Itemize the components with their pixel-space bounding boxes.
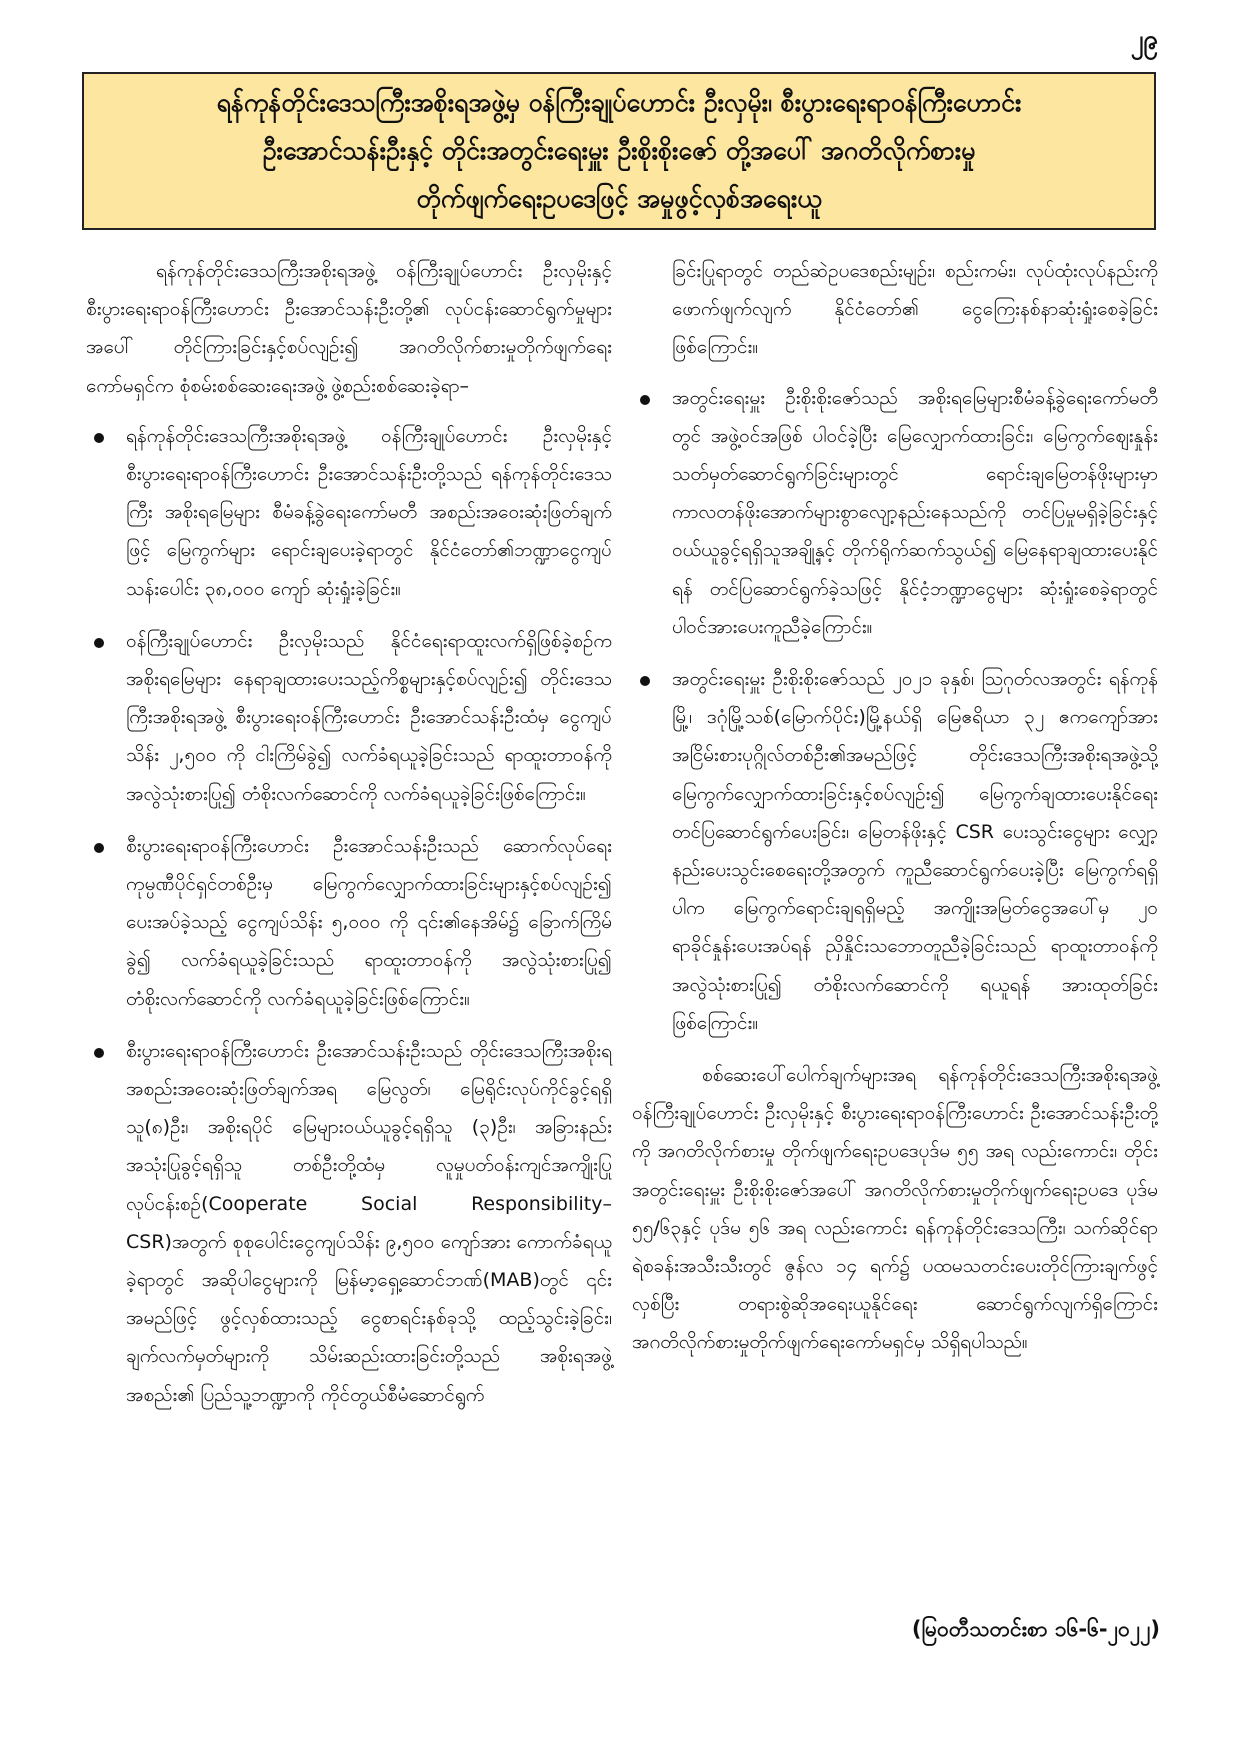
headline-line-1: ရန်ကုန်တိုင်းဒေသကြီးအစိုးရအဖွဲ့မှ ဝန်ကြီးချုပ်ဟောင်း ဦးလှမိုး၊ စီးပွားရေးရာဝန်ကြီးဟောင်း	[216, 88, 1022, 117]
bullet-icon	[94, 638, 104, 648]
bullet-text: ဝန်ကြီးချုပ်ဟောင်း ဦးလှမိုးသည် နိုင်ငံရေးရာထူးလက်ရှိဖြစ်ခဲ့စဉ်က အစိုးရမြေများ နေရာချထားပေးသည့်ကိစ္စများနှင့်စပ်လျဉ်း၍ တိုင်းဒေသကြီးအစိုးရအဖွဲ့ စီးပွားရေးဝန်ကြီးဟောင်း ဦးအောင်သန်းဦးထံမှ ငွေကျပ်သိန်း ၂,၅၀၀ ကို ငါးကြိမ်ခွဲ၍ လက်ခံရယူခဲ့ခြင်းသည် ရာထူးတာဝန်ကို အလွဲသုံးစားပြု၍ တံစိုးလက်ဆောင်ကို လက်ခံရယူခဲ့ခြင်းဖြစ်ကြောင်း။	[126, 629, 612, 805]
source-citation: (မြဝတီသတင်းစာ ၁၆-၆-၂၀၂၂)	[911, 1617, 1160, 1641]
headline-line-3: တိုက်ဖျက်ရေးဥပဒေဖြင့် အမှုဖွင့်လှစ်အရေးယူ	[416, 184, 822, 213]
bullet-item	[632, 379, 1158, 646]
bullet-item	[86, 827, 612, 1018]
continuation-paragraph: ခြင်းပြုရာတွင် တည်ဆဲဥပဒေစည်းမျဉ်း၊ စည်းကမ်း၊ လုပ်ထုံးလုပ်နည်းကိုဖောက်ဖျက်လျက် နိုင်ငံတော်၏ ငွေကြေးနစ်နာဆုံးရှုံးစေခဲ့ခြင်းဖြစ်ကြောင်း။	[672, 260, 1158, 359]
intro-paragraph: ရန်ကုန်တိုင်းဒေသကြီးအစိုးရအဖွဲ့ ဝန်ကြီးချုပ်ဟောင်း ဦးလှမိုးနှင့် စီးပွားရေးရာဝန်ကြီးဟောင်း ဦးအောင်သန်းဦးတို့၏ လုပ်ငန်းဆောင်ရွက်မှုများအပေါ် တိုင်ကြားခြင်းနှင့်စပ်လျဉ်း၍ အဂတိလိုက်စားမှုတိုက်ဖျက်ရေးကော်မရှင်က စုံစမ်းစစ်ဆေးရေးအဖွဲ့ ဖွဲ့စည်းစစ်ဆေးခဲ့ရာ–	[86, 260, 612, 397]
conclusion-paragraph: စစ်ဆေးပေါ်ပေါက်ချက်များအရ ရန်ကုန်တိုင်းဒေသကြီးအစိုးရအဖွဲ့ ဝန်ကြီးချုပ်ဟောင်း ဦးလှမိုးနှင့် စီးပွားရေးရာဝန်ကြီးဟောင်း ဦးအောင်သန်းဦးတို့ကို အဂတိလိုက်စားမှု တိုက်ဖျက်ရေးဥပဒေပုဒ်မ ၅၅ အရ လည်းကောင်း၊ တိုင်းအတွင်းရေးမှူး ဦးစိုးစိုးဇော်အပေါ် အဂတိလိုက်စားမှုတိုက်ဖျက်ရေးဥပဒေ ပုဒ်မ ၅၅/၆၃နှင့် ပုဒ်မ ၅၆ အရ လည်းကောင်း ရန်ကုန်တိုင်းဒေသကြီး၊ သက်ဆိုင်ရာ ရဲစခန်းအသီးသီးတွင် ဇွန်လ ၁၄ ရက်၌ ပထမသတင်းပေးတိုင်ကြားချက်ဖွင့်လှစ်ပြီး တရားစွဲဆိုအရေးယူနိုင်ရေး ဆောင်ရွက်လျက်ရှိကြောင်း အဂတိလိုက်စားမှုတိုက်ဖျက်ရေးကော်မရှင်မှ သိရှိရပါသည်။	[632, 1064, 1158, 1354]
bullet-text: ရန်ကုန်တိုင်းဒေသကြီးအစိုးရအဖွဲ့ ဝန်ကြီးချုပ်ဟောင်း ဦးလှမိုးနှင့် စီးပွားရေးရာဝန်ကြီးဟောင်း ဦးအောင်သန်းဦးတို့သည် ရန်ကုန်တိုင်းဒေသကြီး အစိုးရမြေများ စီမံခန့်ခွဲရေးကော်မတီ အစည်းအဝေးဆုံးဖြတ်ချက်ဖြင့် မြေကွက်များ ရောင်းချပေးခဲ့ရာတွင် နိုင်ငံတော်၏ဘဏ္ဍာငွေကျပ်သန်းပေါင်း ၃၈,၀၀၀ ကျော် ဆုံးရှုံးခဲ့ခြင်း။	[126, 424, 612, 600]
bullet-item	[86, 417, 612, 608]
bullet-text: အတွင်းရေးမှူး ဦးစိုးစိုးဇော်သည် ၂၀၂၁ ခုနှစ်၊ ဩဂုတ်လအတွင်း ရန်ကုန်မြို့၊ ဒဂုံမြို့သစ်(မြောက်ပိုင်း)မြို့နယ်ရှိ မြေဧရိယာ ၃၂ ဧကကျော်အား အငြိမ်းစားပုဂ္ဂိုလ်တစ်ဦး၏အမည်ဖြင့် တိုင်းဒေသကြီးအစိုးရအဖွဲ့သို့ မြေကွက်လျှောက်ထားခြင်းနှင့်စပ်လျဉ်း၍ မြေကွက်ချထားပေးနိုင်ရေး တင်ပြဆောင်ရွက်ပေးခြင်း၊ မြေတန်ဖိုးနှင့် CSR ပေးသွင်းငွေများ လျှော့နည်းပေးသွင်းစေရေးတို့အတွက် ကူညီဆောင်ရွက်ပေးခဲ့ပြီး မြေကွက်ရရှိပါက မြေကွက်ရောင်းချရရှိမည့် အကျိုးအမြတ်ငွေအပေါ်မှ ၂၀ ရာခိုင်နှုန်းပေးအပ်ရန် ညှိနှိုင်းသဘောတူညီခဲ့ခြင်းသည် ရာထူးတာဝန်ကို အလွဲသုံးစားပြု၍ တံစိုးလက်ဆောင်ကို ရယူရန် အားထုတ်ခြင်းဖြစ်ကြောင်း။	[672, 668, 1158, 1034]
bullet-item	[86, 622, 612, 813]
bullet-icon	[94, 433, 104, 443]
right-column	[632, 252, 1158, 1374]
bullet-text: စီးပွားရေးရာဝန်ကြီးဟောင်း ဦးအောင်သန်းဦးသည် ဆောက်လုပ်ရေးကုမ္ပဏီပိုင်ရှင်တစ်ဦးမှ မြေကွက်လျှောက်ထားခြင်းများနှင့်စပ်လျဉ်း၍ ပေးအပ်ခဲ့သည့် ငွေကျပ်သိန်း ၅,၀၀၀ ကို ၎င်း၏နေအိမ်၌ ခြောက်ကြိမ်ခွဲ၍ လက်ခံရယူခဲ့ခြင်းသည် ရာထူးတာဝန်ကို အလွဲသုံးစားပြု၍ တံစိုးလက်ဆောင်ကို လက်ခံရယူခဲ့ခြင်းဖြစ်ကြောင်း။	[126, 834, 612, 1010]
bullet-icon	[640, 676, 650, 686]
left-column	[86, 252, 612, 1428]
bullet-icon	[94, 843, 104, 853]
bullet-text: စီးပွားရေးရာဝန်ကြီးဟောင်း ဦးအောင်သန်းဦးသည် တိုင်းဒေသကြီးအစိုးရအစည်းအဝေးဆုံးဖြတ်ချက်အရ မြေလွတ်၊ မြေရိုင်းလုပ်ကိုင်ခွင့်ရရှိသူ(၈)ဦး၊ အစိုးရပိုင် မြေများဝယ်ယူခွင့်ရရှိသူ (၃)ဦး၊ အခြားနည်းအသုံးပြုခွင့်ရရှိသူ တစ်ဦးတို့ထံမှ လူမှုပတ်ဝန်းကျင်အကျိုးပြုလုပ်ငန်းစဉ်(Cooperate Social Responsibility–CSR)အတွက် စုစုပေါင်းငွေကျပ်သိန်း ၉,၅၀၀ ကျော်အား ကောက်ခံရယူခဲ့ရာတွင် အဆိုပါငွေများကို မြန်မာ့ရှေ့ဆောင်ဘဏ်(MAB)တွင် ၎င်းအမည်ဖြင့် ဖွင့်လှစ်ထားသည့် ငွေစာရင်းနစ်ခုသို့ ထည့်သွင်းခဲ့ခြင်း၊ ချက်လက်မှတ်များကို သိမ်းဆည်းထားခြင်းတို့သည် အစိုးရအဖွဲ့အစည်း၏ ပြည်သူ့ဘဏ္ဍာကို ကိုင်တွယ်စီမံဆောင်ရွက်	[126, 1039, 612, 1406]
headline-box	[82, 72, 1156, 230]
bullet-text: အတွင်းရေးမှူး ဦးစိုးစိုးဇော်သည် အစိုးရမြေများစီမံခန့်ခွဲရေးကော်မတီတွင် အဖွဲ့ဝင်အဖြစ် ပါဝင်ခဲ့ပြီး မြေလျှောက်ထားခြင်း၊ မြေကွက်ဈေးနှုန်း သတ်မှတ်ဆောင်ရွက်ခြင်းများတွင် ရောင်းချမြေတန်ဖိုးများမှာ ကာလတန်ဖိုးအောက်များစွာလျော့နည်းနေသည်ကို တင်ပြမှုမရှိခဲ့ခြင်းနှင့် ဝယ်ယူခွင့်ရရှိသူအချို့နှင့် တိုက်ရိုက်ဆက်သွယ်၍ မြေနေရာချထားပေးနိုင်ရန် တင်ပြဆောင်ရွက်ခဲ့သဖြင့် နိုင်ငံ့ဘဏ္ဍာငွေများ ဆုံးရှုံးစေခဲ့ရာတွင် ပါဝင်အားပေးကူညီခဲ့ကြောင်း။	[672, 386, 1158, 638]
bullet-item	[86, 1032, 612, 1414]
bullet-item	[632, 660, 1158, 1042]
bullet-icon	[640, 395, 650, 405]
bullet-icon	[94, 1048, 104, 1058]
page-number: ၂၉	[1130, 25, 1158, 55]
headline-line-2: ဦးအောင်သန်းဦးနှင့် တိုင်းအတွင်းရေးမှူး ဦးစိုးစိုးဇော် တို့အပေါ် အဂတိလိုက်စားမှု	[262, 136, 976, 165]
